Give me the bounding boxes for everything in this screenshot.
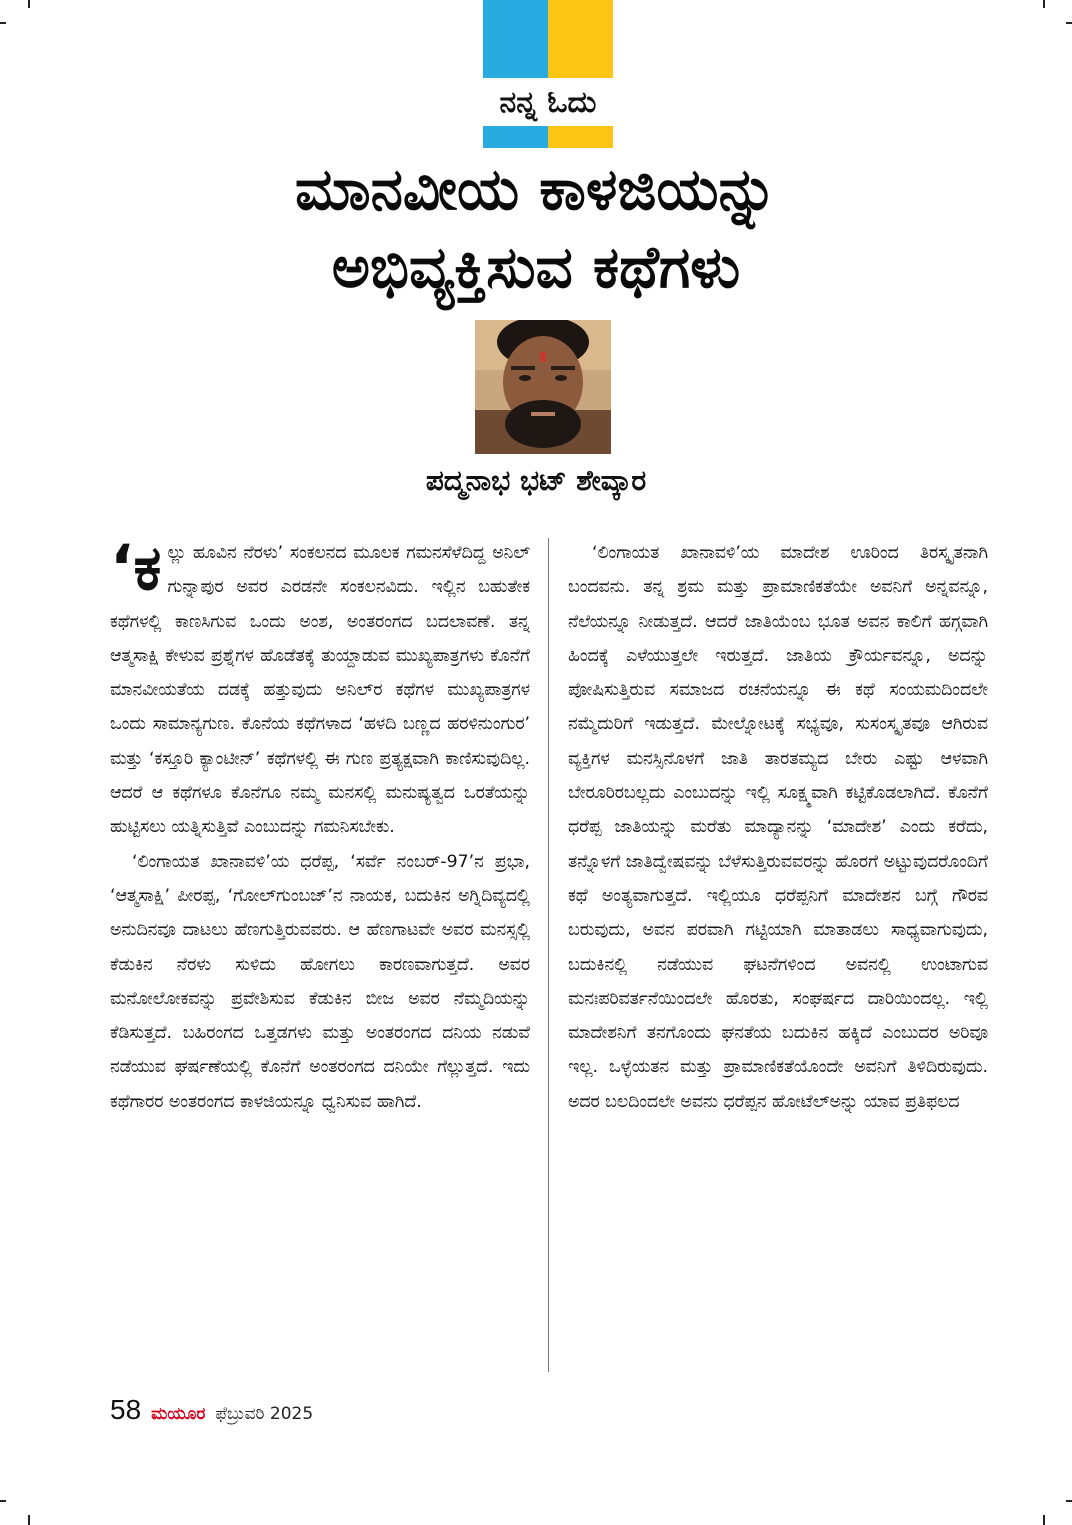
magazine-name: ಮಯೂರ [151, 1404, 206, 1424]
left-paragraph-2: ‘ಲಿಂಗಾಯತ ಖಾನಾವಳಿ’ಯ ಧರೆಪ್ಪ, ‘ಸರ್ವೆ ನಂಬರ್-97’ನ ಪ್ರಭಾ, ‘ಆತ್ಮಸಾಕ್ಷಿ’ ಪೀರಪ್ಪ, ‘ಗೋಲ್‌ಗುಂಬಜ್’ನ ನಾಯಕ, ಬದುಕಿನ ಅಗ್ನಿದಿವ್ಯದಲ್ಲಿ ಅನುದಿನವೂ ದಾಟಲು ಹೆಣಗುತ್ತಿರುವವರು. ಆ ಹೆಣಗಾಟವೇ ಅವರ ಮನಸ್ಸಲ್ಲಿ ಕೆಡುಕಿನ ನೆರಳು ಸುಳಿದು ಹೋಗಲು ಕಾರಣವಾಗುತ್ತದೆ. ಅವರ ಮನೋಲೋಕವನ್ನು ಪ್ರವೇಶಿಸುವ ಕೆಡುಕಿನ ಬೀಜ ಅವರ ನೆಮ್ಮದಿಯನ್ನು ಕೆಡಿಸುತ್ತದೆ. ಬಹಿರಂಗದ ಒತ್ತಡಗಳು ಮತ್ತು ಅಂತರಂಗದ ದನಿಯ ನಡುವೆ ನಡೆಯುವ ಘರ್ಷಣೆಯಲ್ಲಿ ಕೊನೆಗೆ ಅಂತರಂಗದ ದನಿಯೇ ಗೆಲ್ಲುತ್ತದೆ. ಇದು ಕಥೆಗಾರರ ಅಂತರಂಗದ ಕಾಳಜಿಯನ್ನೂ ಧ್ವನಿಸುವ ಹಾಗಿದೆ. [110, 851, 530, 1112]
column-divider [548, 538, 549, 1372]
crop-mark-top-left [0, 22, 6, 24]
issue-date: ಫೆಬ್ರುವರಿ 2025 [215, 1404, 314, 1424]
author-portrait [475, 320, 611, 454]
article-column-right [568, 536, 988, 1119]
logo-yellow-strip [548, 126, 613, 148]
article-column-left [110, 531, 530, 1119]
author-name: ಪದ್ಮನಾಭ ಭಟ್ ಶೇವ್ಕಾರ [425, 464, 647, 497]
left-paragraph-1 [110, 531, 530, 845]
crop-mark-bottom-right-v [1043, 1515, 1045, 1525]
logo-yellow-block [548, 0, 613, 78]
logo-blue-block [483, 0, 548, 78]
crop-mark-top-right [1066, 22, 1072, 24]
page-footer [110, 1394, 313, 1428]
crop-mark-bottom-left [0, 1500, 6, 1502]
right-paragraph-1: ‘ಲಿಂಗಾಯತ ಖಾನಾವಳಿ’ಯ ಮಾದೇಶ ಊರಿಂದ ತಿರಸ್ಕೃತನಾಗಿ ಬಂದವನು. ತನ್ನ ಶ್ರಮ ಮತ್ತು ಪ್ರಾಮಾಣಿಕತೆಯೇ ಅವನಿಗೆ ಅನ್ನವನ್ನೂ, ನೆಲೆಯನ್ನೂ ನೀಡುತ್ತದೆ. ಆದರೆ ಜಾತಿಯೆಂಬ ಭೂತ ಅವನ ಕಾಲಿಗೆ ಹಗ್ಗವಾಗಿ ಹಿಂದಕ್ಕೆ ಎಳೆಯುತ್ತಲೇ ಇರುತ್ತದೆ. ಜಾತಿಯ ಕ್ರೌರ್ಯವನ್ನೂ, ಅದನ್ನು ಪೋಷಿಸುತ್ತಿರುವ ಸಮಾಜದ ರಚನೆಯನ್ನೂ ಈ ಕಥೆ ಸಂಯಮದಿಂದಲೇ ನಮ್ಮೆದುರಿಗೆ ಇಡುತ್ತದೆ. ಮೇಲ್ನೋಟಕ್ಕೆ ಸಭ್ಯವೂ, ಸುಸಂಸ್ಕೃತವೂ ಆಗಿರುವ ವ್ಯಕ್ತಿಗಳ ಮನಸ್ಸಿನೊಳಗೆ ಜಾತಿ ತಾರತಮ್ಯದ ಬೇರು ಎಷ್ಟು ಆಳವಾಗಿ ಬೇರೂರಿರಬಲ್ಲದು ಎಂಬುದನ್ನು ಇಲ್ಲಿ ಸೂಕ್ಷ್ಮವಾಗಿ ಕಟ್ಟಿಕೊಡಲಾಗಿದೆ. ಕೊನೆಗೆ ಧರೆಪ್ಪ ಜಾತಿಯನ್ನು ಮರೆತು ಮಾದ್ಯಾನನ್ನು ‘ಮಾದೇಶ’ ಎಂದು ಕರೆದು, ತನ್ನೊಳಗೆ ಜಾತಿದ್ವೇಷವನ್ನು ಬೆಳೆಸುತ್ತಿರುವವರನ್ನು ಹೊರಗೆ ಅಟ್ಟುವುದರೊಂದಿಗೆ ಕಥೆ ಅಂತ್ಯವಾಗುತ್ತದೆ. ಇಲ್ಲಿಯೂ ಧರೆಪ್ಪನಿಗೆ ಮಾದೇಶನ ಬಗ್ಗೆ ಗೌರವ ಬರುವುದು, ಅವನ ಪರವಾಗಿ ಗಟ್ಟಿಯಾಗಿ ಮಾತಾಡಲು ಸಾಧ್ಯವಾಗುವುದು, ಬದುಕಿನಲ್ಲಿ ನಡೆಯುವ ಘಟನೆಗಳಿಂದ ಅವನಲ್ಲಿ ಉಂಟಾಗುವ ಮನಃಪರಿವರ್ತನೆಯಿಂದಲೇ ಹೊರತು, ಸಂಘರ್ಷದ ದಾರಿಯಿಂದಲ್ಲ. ಇಲ್ಲಿ ಮಾದೇಶನಿಗೆ ತನಗೊಂದು ಘನತೆಯ ಬದುಕಿನ ಹಕ್ಕಿದೆ ಎಂಬುದರ ಅರಿವೂ ಇಲ್ಲ. ಒಳ್ಳೆಯತನ ಮತ್ತು ಪ್ರಾಮಾಣಿಕತೆಯೊಂದೇ ಅವನಿಗೆ ತಿಳಿದಿರುವುದು. ಅದರ ಬಲದಿಂದಲೇ ಅವನು ಧರೆಪ್ಪನ ಹೋಟೆಲ್‌ಅನ್ನು ಯಾವ ಪ್ರತಿಫಲದ [568, 543, 988, 1112]
page-number: 58 [110, 1394, 142, 1425]
logo-blue-strip [483, 126, 548, 148]
headline-line-2: ಅಭಿವ್ಯಕ್ತಿಸುವ ಕಥೆಗಳು [331, 233, 741, 301]
crop-mark-top-right-v [1043, 0, 1045, 8]
drop-cap: ‘ಕ [110, 531, 162, 604]
crop-mark-top-left-v [28, 0, 30, 8]
crop-mark-bottom-left-v [28, 1515, 30, 1525]
left-paragraph-1-text: ಲ್ಲು ಹೂವಿನ ನೆರಳು’ ಸಂಕಲನದ ಮೂಲಕ ಗಮನಸೆಳೆದಿದ್ದ ಅನಿಲ್ ಗುನ್ನಾಪುರ ಅವರ ಎರಡನೇ ಸಂಕಲನವಿದು. ಇಲ್ಲಿನ ಬಹುತೇಕ ಕಥೆಗಳಲ್ಲಿ ಕಾಣಸಿಗುವ ಒಂದು ಅಂಶ, ಅಂತರಂಗದ ಬದಲಾವಣೆ. ತನ್ನ ಆತ್ಮಸಾಕ್ಷಿ ಕೇಳುವ ಪ್ರಶ್ನೆಗಳ ಹೊಡೆತಕ್ಕೆ ತುಯ್ದಾಡುವ ಮುಖ್ಯಪಾತ್ರಗಳು ಕೊನೆಗೆ ಮಾನವೀಯತೆಯ ದಡಕ್ಕೆ ಹತ್ತುವುದು ಅನಿಲ್‌ರ ಕಥೆಗಳ ಮುಖ್ಯಪಾತ್ರಗಳ ಒಂದು ಸಾಮಾನ್ಯಗುಣ. ಕೊನೆಯ ಕಥೆಗಳಾದ ‘ಹಳದಿ ಬಣ್ಣದ ಹರಳಿನುಂಗುರ’ ಮತ್ತು ‘ಕಸ್ತೂರಿ ಕ್ಯಾಂಟೀನ್’ ಕಥೆಗಳಲ್ಲಿ ಈ ಗುಣ ಪ್ರತ್ಯಕ್ಷವಾಗಿ ಕಾಣಿಸುವುದಿಲ್ಲ. ಆದರೆ ಆ ಕಥೆಗಳೂ ಕೊನೆಗೂ ನಮ್ಮ ಮನಸಲ್ಲಿ ಮನುಷ್ಯತ್ವದ ಒರತೆಯನ್ನು ಹುಟ್ಟಿಸಲು ಯತ್ನಿಸುತ್ತಿವೆ ಎಂಬುದನ್ನು ಗಮನಿಸಬೇಕು. [110, 543, 530, 838]
section-logo [483, 0, 613, 148]
headline-line-1: ಮಾನವೀಯ ಕಾಳಜಿಯನ್ನು [295, 155, 777, 223]
crop-mark-bottom-right [1066, 1500, 1072, 1502]
section-logo-label: ನನ್ನ ಓದು [483, 78, 613, 126]
